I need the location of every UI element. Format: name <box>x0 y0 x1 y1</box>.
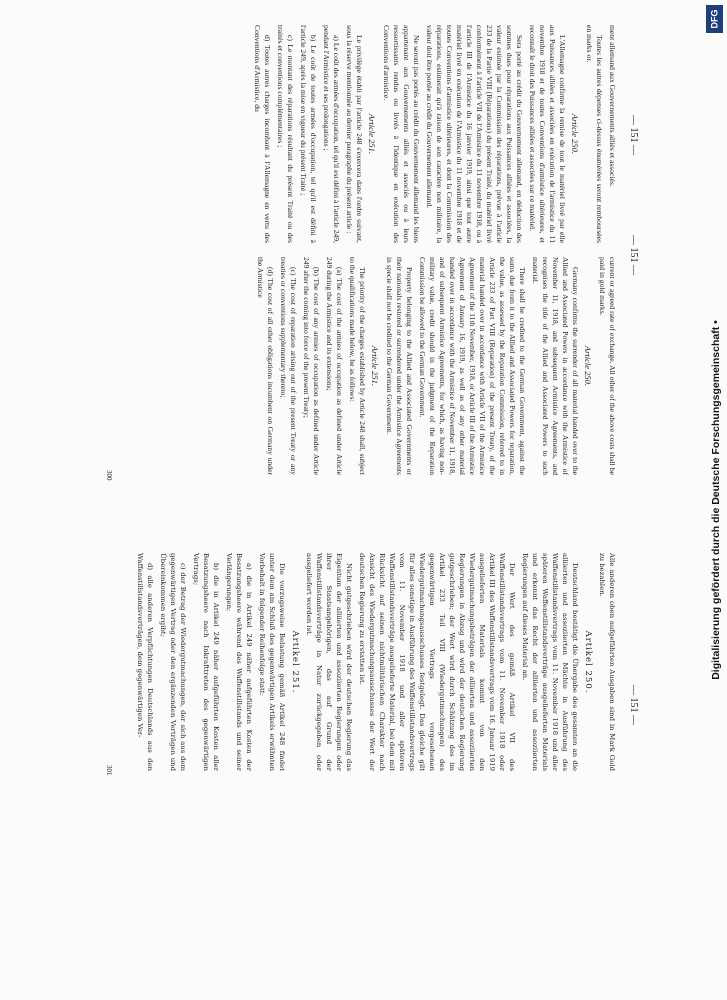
dfg-logo-text: DFG <box>709 9 720 29</box>
en-article-heading: Article 251. <box>370 345 380 387</box>
fr-paragraph: Le privilège établi par l'article 248 s'exercera dans l'ordre suivant, sous la réserve mentionnée au dernier paragraphe du présent article : <box>345 25 364 243</box>
french-column <box>97 25 617 243</box>
en-paragraph: current or agreed rate of exchange. All other of the above costs shall be paid in gold marks. <box>598 257 617 475</box>
header-right: — 151 — <box>628 685 639 725</box>
de-article-heading: Artikel 250. <box>583 630 593 694</box>
fr-list-item: d) Toutes autres charges incombant à l'Allemagne en vertu des Conventions d'Armistice, du <box>253 25 272 243</box>
en-list-item: (c) The cost of reparation arising out of the present Treaty or any treaties or conventions supplementary thereto; <box>279 257 298 475</box>
de-list-item: d) alle anderen Verpflichtungen Deutschlands aus den Waffenstillstandsverträgen, dem gegenwärtigen Ver- <box>136 553 154 771</box>
de-paragraph: Die vorzugsweise Belastung gemäß Artikel 248 findet unter dem am Schluß des gegenwärtigen Artikels erwähnten Vorbehalt in folgender Reihenfolge statt: <box>258 553 286 771</box>
dfg-logo-badge <box>706 5 723 33</box>
header-left: — 151 — <box>628 115 639 155</box>
fr-list-item: b) Le coût de toutes armées d'occupation, tel qu'il est défini à l'article 249, après la mise en vigueur du présent Traité ; <box>299 25 318 243</box>
english-column <box>97 257 617 475</box>
dfg-attribution: Digitalisierung gefördert durch die Deutsche Forschungsgemeinschaft • <box>710 320 722 680</box>
en-list-item: (b) The cost of any armies of occupation as defined under Article 249 after the coming into force of the present Treaty; <box>302 257 321 475</box>
fr-article-heading: Article 250. <box>570 113 580 155</box>
rotated-treaty-spread <box>83 25 643 975</box>
en-list-item: (d) The cost of all other obligations incumbent on Germany under the Armistice <box>256 257 275 475</box>
header-center: — 151 — <box>628 235 639 275</box>
en-paragraph: Property belonging to the Allied and Associated Governments or their nationals restored or surrendered under the Armistice Agreements in specie shall not be credited to the German Government. <box>385 257 414 475</box>
en-paragraph: The priority of the charges established by Article 248 shall, subject to the qualifications made below, be as follows: <box>348 257 367 475</box>
de-list-item: a) die in Artikel 249 näher aufgeführten Kosten der Besatzungsheere während des Waffenstillstands und seiner Verlängerungen; <box>225 553 253 771</box>
de-list-item: b) die in Artikel 249 näher aufgeführten Kosten aller Besatzungsheere nach Inkrafttreten des gegenwärtigen Vertrags; <box>192 553 220 771</box>
de-paragraph: Alle anderen oben aufgeführten Ausgaben sind in Mark Gold zu bezahlen. <box>598 553 616 771</box>
fr-list-item: c) Le montant des réparations résultant du présent Traité ou des traités et conventions complémentaires ; <box>276 25 295 243</box>
fr-paragraph: Sera porté au crédit du Gouvernement allemand, en déduction des sommes dues pour réparations aux Puissances alliées et associées, la valeur estimée par la Commission des réparations, prévue à l'article 233 de la Partie VIII (Réparations) du présent Traité, du matériel livré conformément à l'article VII de l'Armistice du 11 novembre 1918, ou à l'article III de l'Armistice du 16 janvier 1919, ainsi que tout autre matériel livré en exécution de l'Armistice du 11 novembre 1918 et de toutes Conventions d'armistice ultérieures, et dont la Commission des réparations, estimerait qu'à raison de son caractère non militaire, la valeur doit être portée au crédit du Gouvernement allemand. <box>425 25 524 243</box>
en-article-heading: Article 250. <box>583 345 593 387</box>
german-column <box>97 553 617 771</box>
de-list-item: c) der Betrag der Wiedergutmachungen, der sich aus dem gegenwärtigen Vertrag oder den ergänzenden Verträgen und Übereinkommen ergibt; <box>159 553 187 771</box>
en-paragraph: There shall be credited to the German Government, against the sums due from it to the Allied and Associated Powers for reparation, the value, as assessed by the Reparation Commission, referred to in Article 233 of Part VIII (Reparation) of the present Treaty, of the material handed over in accordance with Article VII of the Armistice Agreement of the 11th November, 1918, or Article III of the Armistice Agreement of January 16, 1919, as well as of any other material handed over in accordance with the Armistice of November 11, 1918, and of subsequent Armistice Agreements, for which, as having non-military value, credit should in the judgment of the Reparation Commission be allowed to the German Government. <box>418 257 527 475</box>
de-paragraph: Deutschland bestätigt die Übergabe des gesamten an die alliierten und assoziierten Mächte in Ausführung des Waffenstillstandsvertrags vom 11. November 1918 und aller späteren Waffenstillstandsverträge ausgelieferten Materials und erkennt das Recht der alliierten und assoziierten Regierungen auf dieses Material an. <box>521 553 579 771</box>
fr-paragraph: L'Allemagne confirme la remise de tout le matériel livré par elle aux Puissances alliées et associées en exécution de l'armistice du 11 novembre 1918 et de toutes Conventions d'armistice ultérieures, et reconnaît le droit des Puissances alliées et associées sur ce matériel. <box>528 25 567 243</box>
page-number-left: 300 <box>105 470 113 481</box>
fr-paragraph: Ne seront pas portés au crédit du Gouvernement allemand les biens appartenant aux Gouvernements alliés et associés ou à leurs ressortissants rendus ou livrés à l'identique en exécution des Conventions d'armistice. <box>382 25 421 243</box>
fr-article-heading: Article 251. <box>367 113 377 155</box>
running-header <box>623 25 639 975</box>
en-list-item: (a) The cost of the armies of occupation as defined under Article 249 during the Armistice and its extensions; <box>325 257 344 475</box>
de-paragraph: Der Wert des gemäß Artikel VII des Waffenstillstandsvertrags vom 11. November 1918 oder Artikel III des Waffenstillstandsvertrags vom 16. Januar 1919 ausgelieferten Materials kommt von den Wiedergutmachungsbeträgen der alliierten und assoziierten Regierungen in Abzug und wird der deutschen Regierung gutgeschrieben; der Wert wird durch Schätzung des im Artikel 233 Teil VIII (Wiedergutmachungen) des gegenwärtigen Vertrags vorgesehenen Wiedergutmachungsausschusses festgelegt. Das gleiche gilt für alles sonstige in Ausführung des Waffenstillstandsvertrags vom 11. November 1918 und aller späteren Waffenstillstandsverträge ausgelieferte Material, bei dem mit Rücksicht auf seinen nichtmilitärischen Charakter nach Ansicht des Wiedergutmachungsausschusses der Wert der deutschen Regierung zu erstatten ist. <box>358 553 516 771</box>
de-article-heading: Artikel 251. <box>290 630 300 694</box>
de-paragraph: Nicht gutgeschrieben wird der deutschen Regierung das Eigentum der alliierten und assoziierten Regierungen oder ihrer Staatsangehörigen, das auf Grund der Waffenstillstandsverträge in Natur zurückgegeben oder ausgeliefert worden ist. <box>305 553 353 771</box>
fr-list-item: a) Le coût des armées d'occupation, tel qu'il est défini à l'article 249, pendant l'Armistice et ses prolongations ; <box>322 25 341 243</box>
fr-paragraph: Toutes les autres dépenses ci-dessus énumérées seront remboursées en marks or. <box>585 25 604 243</box>
en-paragraph: Germany confirms the surrender of all material handed over to the Allied and Associated Powers in accordance with the Armistice of November 11, 1918, and subsequent Armistice Agreements, and recognises the title of the Allied and Associated Powers to such material. <box>531 257 580 475</box>
fr-paragraph: ment allemand aux Gouvernements alliés et associés. <box>608 25 617 187</box>
page-number-right: 301 <box>105 765 113 776</box>
